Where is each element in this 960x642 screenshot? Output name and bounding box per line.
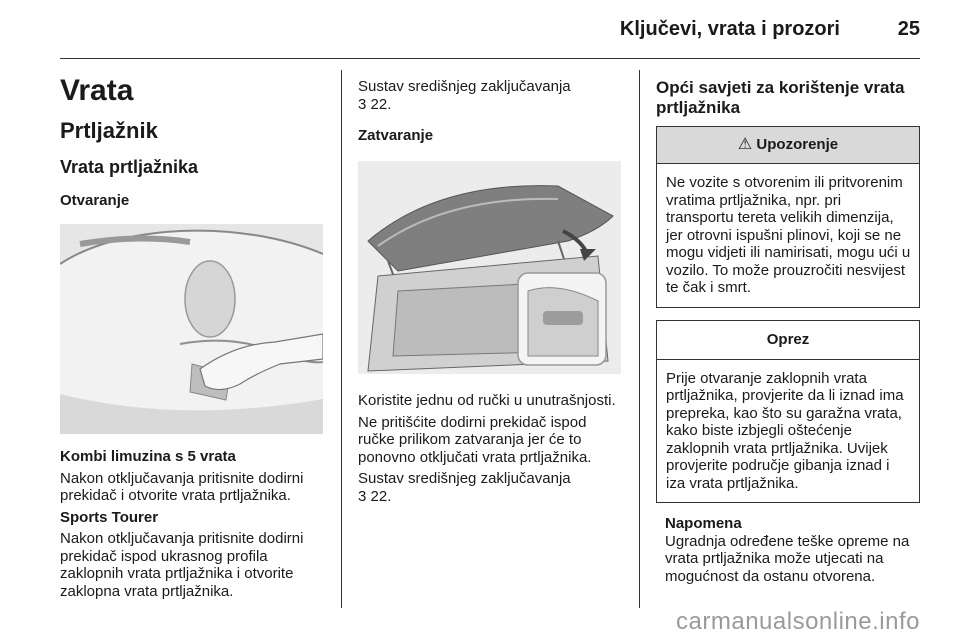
central-locking-text-bottom: Sustav središnjeg zaključavanja	[358, 470, 571, 487]
column-right	[656, 78, 920, 585]
watermark: carmanualsonline.info	[676, 608, 920, 635]
page-number: 25	[897, 18, 920, 40]
page-reference-top: 3 22.	[358, 95, 392, 113]
header-rule	[60, 58, 920, 59]
topic-heading: Vrata prtljažnika	[60, 157, 199, 177]
tailgate-opening-illustration	[60, 224, 323, 434]
column-middle	[358, 78, 623, 505]
column-divider-1	[341, 70, 342, 608]
hatchback-text: Nakon otključavanja pritisnite dodirni prekidač i otvorite vrata prtljažnika.	[60, 469, 304, 504]
caution-title: Oprez	[657, 321, 919, 360]
note-block	[656, 515, 920, 585]
hatchback-subheading: Kombi limuzina s 5 vrata	[60, 448, 236, 465]
warning-triangle-icon: ⚠	[737, 136, 753, 153]
caution-box	[656, 320, 920, 504]
tailgate-closing-illustration	[358, 161, 621, 374]
hand-on-switch-drawing	[60, 224, 323, 434]
warning-box	[656, 126, 920, 308]
column-divider-2	[639, 70, 640, 608]
closing-text-2: Ne pritišćite dodirni prekidač ispod ručke prilikom zatvaranja jer će to ponovno otključati vrata prtljažnika.	[358, 413, 592, 466]
sports-tourer-text: Nakon otključavanja pritisnite dodirni prekidač ispod ukrasnog profila zaklopnih vrata prtljažnika i otvorite zaklopna vrata prtljažnika.	[60, 530, 304, 600]
running-header-title: Ključevi, vrata i prozori	[619, 18, 840, 40]
column-left	[60, 70, 325, 600]
warning-header	[657, 127, 919, 164]
warning-title: Upozorenje	[756, 136, 839, 153]
closing-heading: Zatvaranje	[358, 127, 434, 144]
sports-tourer-subheading: Sports Tourer	[60, 508, 159, 526]
note-text: Ugradnja određene teške opreme na vrata prtljažnika može utjecati na mogućnost da ostanu otvorena.	[665, 532, 910, 585]
warning-text: Ne vozite s otvorenim ili pritvorenim vratima prtljažnika, npr. pri transportu tereta velikih dimenzija, jer otrovni ispušni plinovi, koji se ne mogu vidjeti ili namirisati, mogu ući u vozilo. To može prouzročiti nesvijest te čak i smrt.	[666, 174, 911, 296]
subsection-heading: Prtljažnik	[60, 118, 158, 143]
open-tailgate-drawing	[358, 161, 621, 374]
general-tips-heading: Opći savjeti za korištenje vrata prtljažnika	[656, 78, 905, 117]
opening-heading: Otvaranje	[60, 192, 130, 209]
section-heading: Vrata	[60, 74, 134, 107]
caution-text: Prije otvaranje zaklopnih vrata prtljažnika, provjerite da li iznad ima prepreka, kao što su garažna vrata, kako biste izbjegli oštećenje zaklopnih vrata prtljažnika. Uvijek provjerite područje gibanja iznad i iza vrata prtljažnika.	[666, 369, 904, 492]
note-title: Napomena	[665, 515, 742, 532]
central-locking-text-top: Sustav središnjeg zaključavanja	[358, 78, 571, 95]
page-reference-bottom: 3 22.	[358, 487, 392, 505]
closing-text-1: Koristite jednu od ručki u unutrašnjosti.	[358, 392, 616, 409]
